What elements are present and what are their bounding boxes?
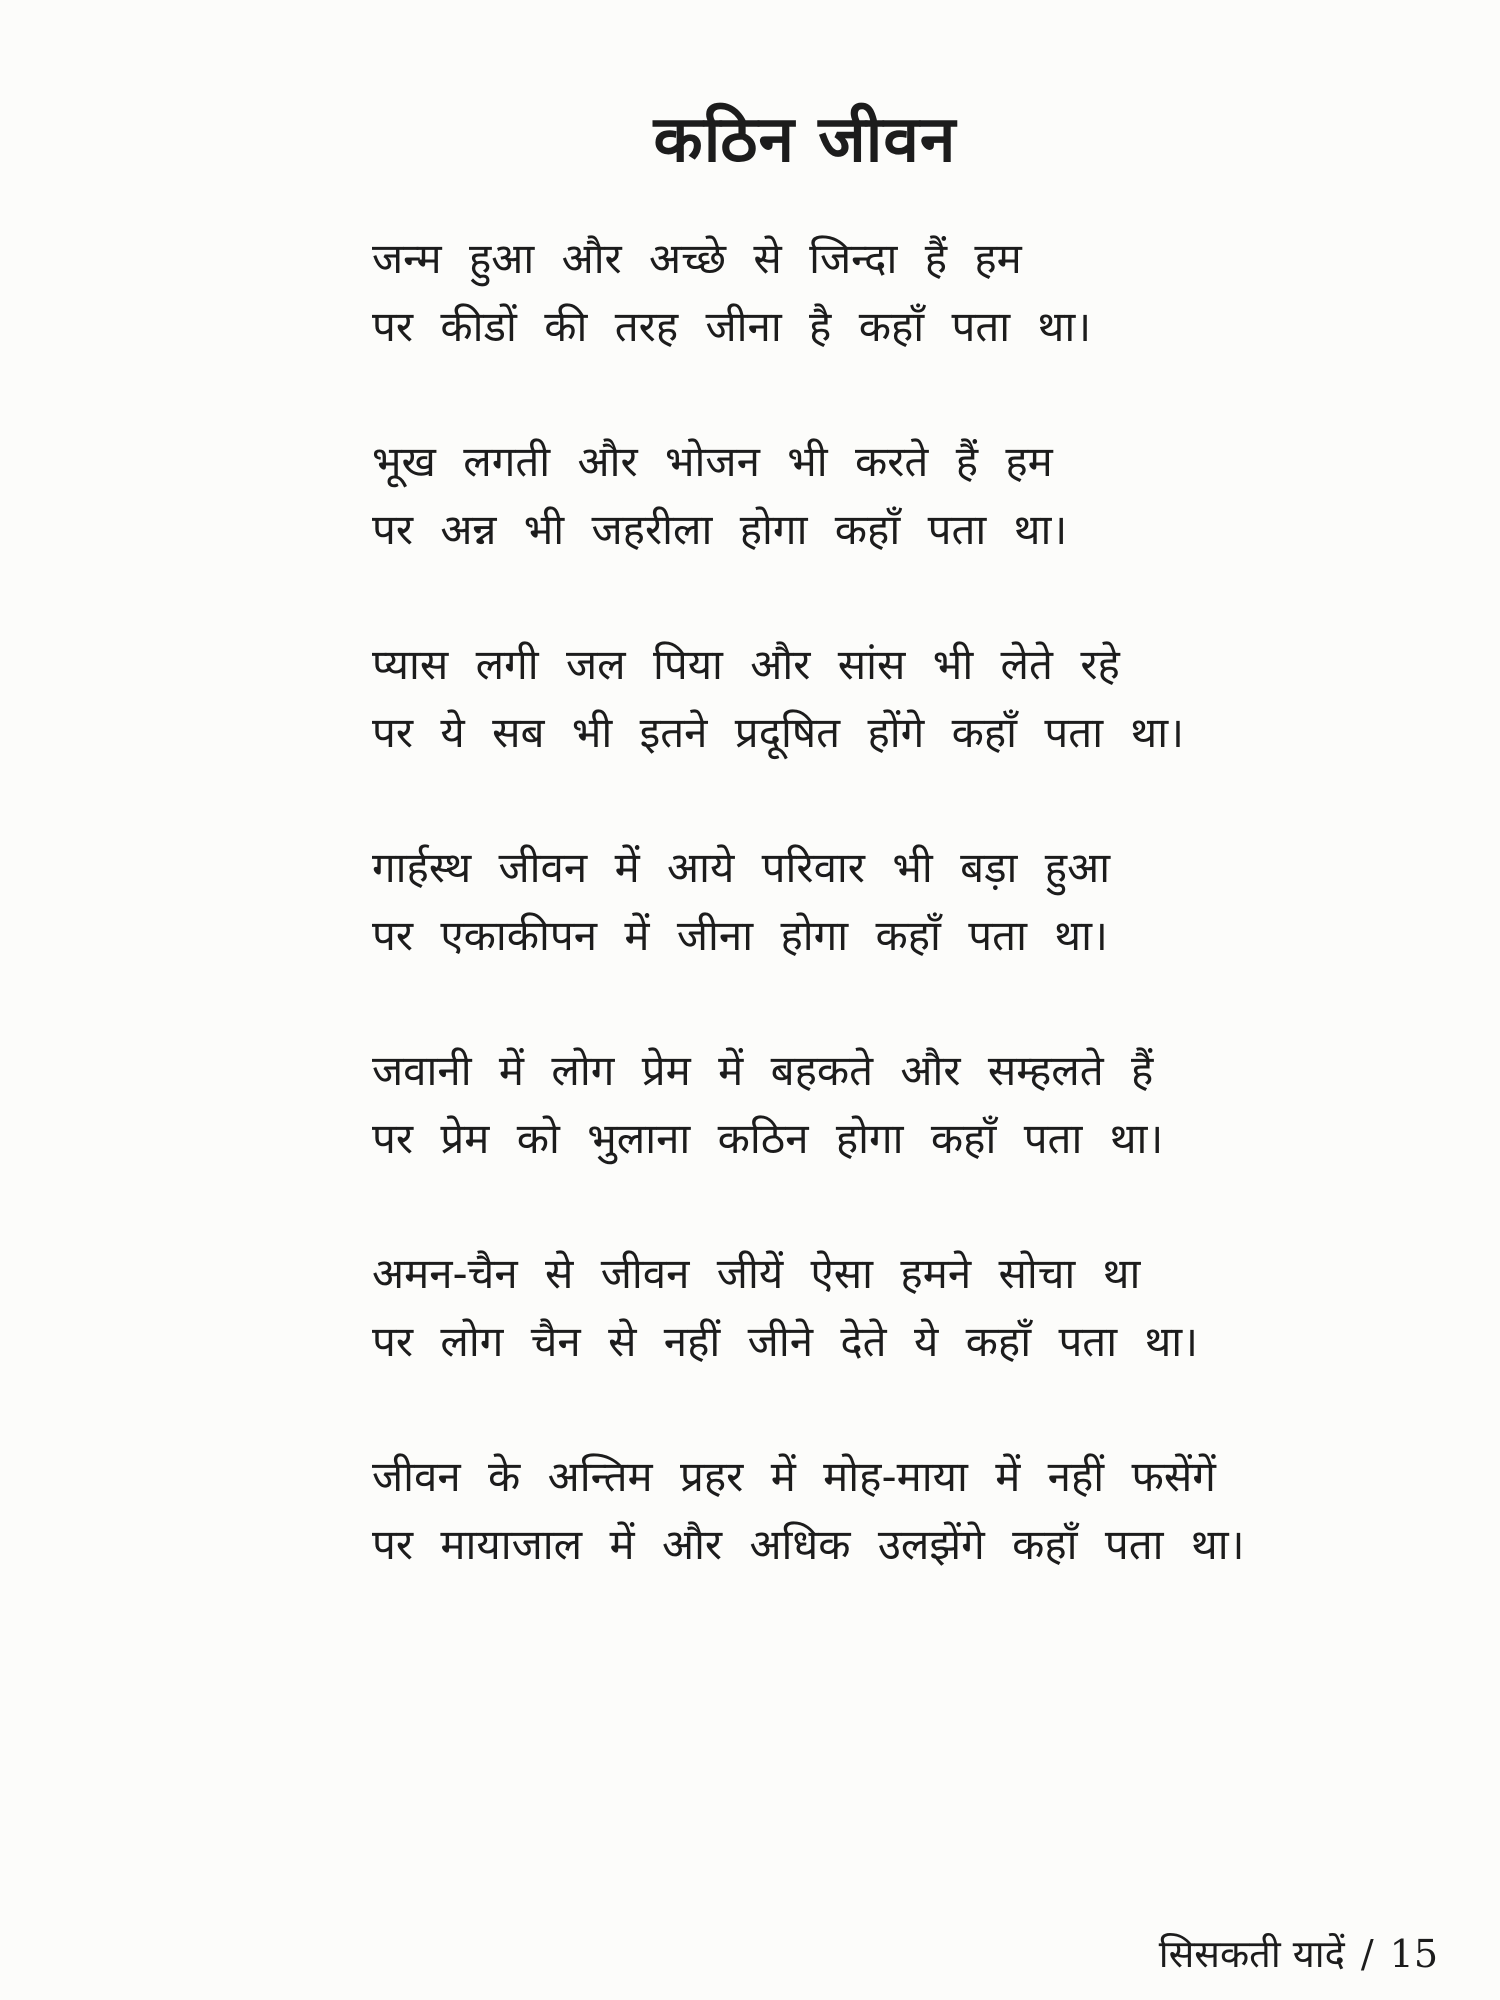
stanza-3 [372,631,1392,834]
stanza-7 [372,1443,1392,1646]
verse-line: पर ये सब भी इतने प्रदूषित होंगे कहाँ पता था। [372,708,1185,757]
verse-line: पर कीडों की तरह जीना है कहाँ पता था। [372,302,1092,351]
page-number: 15 [1389,1932,1438,1976]
verse-line: पर मायाजाल में और अधिक उलझेंगे कहाँ पता था। [372,1520,1245,1569]
footer-separator: / [1360,1932,1374,1976]
poem-title: कठिन जीवन [653,102,957,177]
stanza-6 [372,1240,1392,1443]
page-footer [1159,1928,1438,1980]
verse-line: पर एकाकीपन में जीना होगा कहाँ पता था। [372,911,1108,960]
verse-line: पर अन्न भी जहरीला होगा कहाँ पता था। [372,505,1068,554]
stanza-2 [372,428,1392,631]
verse-line: जीवन के अन्तिम प्रहर में मोह-माया में नहीं फसेंगें [372,1452,1216,1501]
verse-line: अमन-चैन से जीवन जीयें ऐसा हमने सोचा था [372,1249,1141,1298]
verse-line: जन्म हुआ और अच्छे से जिन्दा हैं हम [372,234,1022,283]
verse-line: भूख लगती और भोजन भी करते हैं हम [372,437,1053,486]
verse-line: जवानी में लोग प्रेम में बहकते और सम्हलते हैं [372,1046,1154,1095]
stanza-1 [372,225,1392,428]
verse-line: गार्हस्थ जीवन में आये परिवार भी बड़ा हुआ [372,843,1111,892]
stanza-4 [372,834,1392,1037]
verse-line: प्यास लगी जल पिया और सांस भी लेते रहे [372,640,1120,689]
poem-body [372,225,1392,1646]
verse-line: पर प्रेम को भुलाना कठिन होगा कहाँ पता था। [372,1114,1164,1163]
book-title: सिसकती यादें [1158,1932,1345,1976]
stanza-5 [372,1037,1392,1240]
verse-line: पर लोग चैन से नहीं जीने देते ये कहाँ पता था। [372,1317,1199,1366]
